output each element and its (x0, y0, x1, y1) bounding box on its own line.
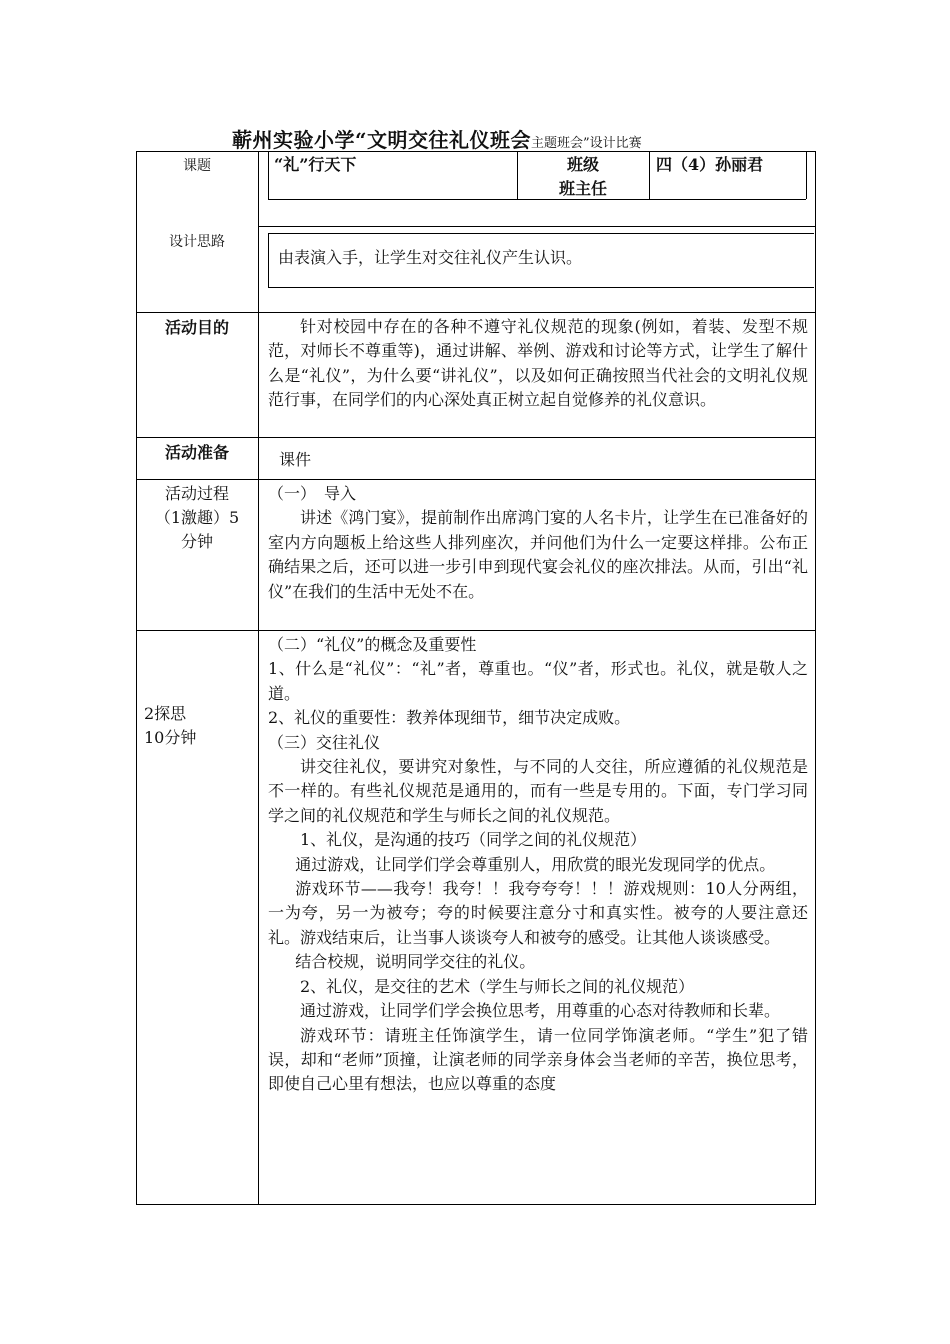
paragraph: 通过游戏，让同学们学会尊重别人，用欣赏的眼光发现同学的优点。 (295, 854, 776, 874)
document-title: 蕲州实验小学“文明交往礼仪班会主题班会”设计比赛 (232, 128, 642, 152)
topic-label: 课题 (183, 158, 211, 174)
class-label: 班级 班主任 (558, 155, 607, 198)
paragraph: 2、礼仪的重要性：教养体现细节，细节决定成败。 (268, 708, 631, 728)
process1-content (268, 482, 808, 604)
paragraph: 1、什么是“礼仪”：“礼”者，尊重也。“仪”者，形式也。礼仪，就是敬人之道。 (268, 659, 808, 703)
class-teacher-value: 四（4）孙丽君 (656, 155, 764, 174)
topic-value: “礼”行天下 (274, 155, 357, 174)
paragraph: 结合校规，说明同学交往的礼仪。 (295, 952, 536, 972)
process2-content (268, 633, 808, 1097)
purpose-text: 针对校园中存在的各种不遵守礼仪规范的现象(例如，着装、发型不规范，对师长不尊重等)，通过讲解、举例、游戏和讨论等方式，让学生了解什么是“礼仪”，为什么要“讲礼仪”，以及如何正确按照当代社会的文明礼仪规范行事，在同学们的内心深处真正树立起自觉修养的礼仪意识。 (268, 317, 808, 410)
paragraph: 1、礼仪，是沟通的技巧（同学之间的礼仪规范） (300, 830, 647, 850)
design-label: 设计思路 (169, 234, 225, 250)
process1-heading: （一） 导入 (268, 484, 357, 503)
paragraph: 游戏环节——我夸！我夸！！我夸夸夸！！！游戏规则：10人分两组，一为夸，另一为被夸；夸的时候要注意分寸和真实性。被夸的人要注意还礼。游戏结束后，让当事人谈谈夸人和被夸的感受。让其他人谈谈感受。 (268, 879, 808, 947)
process2-label: 2探思 10分钟 (144, 704, 197, 747)
paragraph: 讲交往礼仪，要讲究对象性，与不同的人交往，所应遵循的礼仪规范是不一样的。有些礼仪规范是通用的，而有一些是专用的。下面，专门学习同学之间的礼仪规范和学生与师长之间的礼仪规范。 (268, 757, 808, 825)
paragraph: 通过游戏，让同学们学会换位思考，用尊重的心态对待教师和长辈。 (300, 1001, 781, 1021)
paragraph: （三）交往礼仪 (268, 732, 381, 752)
process1-text: 讲述《鸿门宴》，提前制作出席鸿门宴的人名卡片，让学生在已准备好的室内方向题板上给这些人排列座次，并问他们为什么一定要这样排。公布正确结果之后，还可以进一步引申到现代宴会礼仪的座次排法。从而，引出“礼仪”在我们的生活中无处不在。 (268, 508, 808, 601)
prep-label: 活动准备 (164, 443, 229, 462)
paragraph: 游戏环节：请班主任饰演学生，请一位同学饰演老师。“学生”犯了错误，却和“老师”顶撞，让演老师的同学亲身体会当老师的辛苦，换位思考，即使自己心里有想法，也应以尊重的态度 (268, 1025, 808, 1094)
process1-label: 活动过程 （1激趣）5 分钟 (154, 484, 240, 551)
paragraph: （二）“礼仪”的概念及重要性 (268, 635, 477, 654)
design-text: 由表演入手，让学生对交往礼仪产生认识。 (278, 248, 583, 267)
purpose-label: 活动目的 (164, 318, 229, 337)
paragraph: 2、礼仪，是交往的艺术（学生与师长之间的礼仪规范） (300, 976, 695, 996)
prep-text: 课件 (279, 450, 312, 469)
